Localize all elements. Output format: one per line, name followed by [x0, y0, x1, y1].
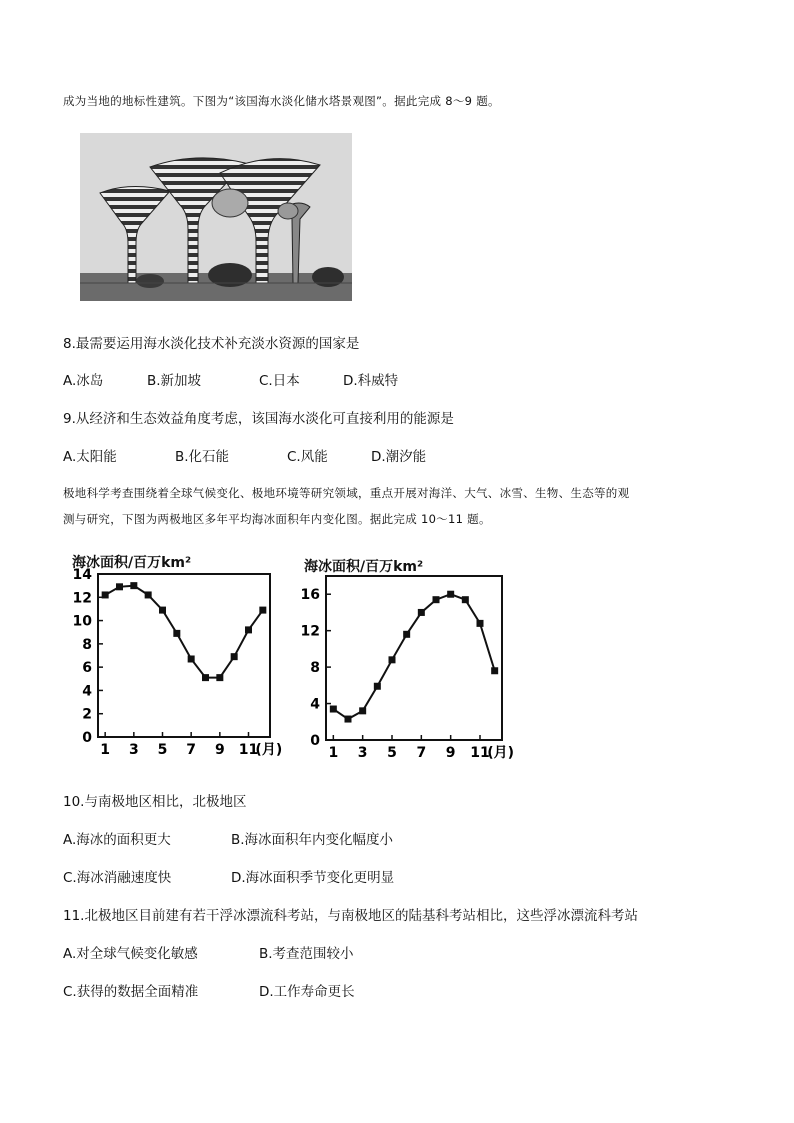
q11-option-c: C.获得的数据全面精准: [63, 984, 199, 1000]
chart1-xtick-label: 11: [238, 742, 259, 758]
q9-option-d: D.潮汐能: [371, 449, 427, 465]
chart1-xtick-label: 5: [157, 742, 168, 758]
question-9-stem: 9.从经济和生态效益角度考虑，该国海水淡化可直接利用的能源是: [63, 411, 454, 427]
chart2-ytick-label: 8: [310, 660, 320, 677]
chart1-ytick-label: 14: [72, 568, 92, 583]
chart1-xtick-label: 9: [214, 742, 225, 758]
q8-option-b: B.新加坡: [147, 373, 202, 389]
chart1-ytick-label: 4: [82, 683, 92, 700]
intro-line: 成为当地的地标性建筑。下图为“该国海水淡化储水塔景观图”。据此完成 8～9 题。: [63, 94, 500, 108]
chart2-data-point: [418, 609, 425, 616]
chart1-data-point: [116, 583, 123, 590]
q10-option-d: D.海冰面积季节变化更明显: [231, 870, 395, 886]
chart2-xtick-label: 7: [416, 745, 427, 761]
chart2-series-line: [333, 594, 494, 719]
chart2-ylabel: 海冰面积/百万km²: [304, 559, 424, 575]
chart1-data-point: [245, 626, 252, 633]
chart1-ytick-label: 12: [72, 590, 92, 607]
chart2-data-point: [491, 667, 498, 674]
chart2-xtick-label: 5: [387, 745, 397, 761]
chart2-data-point: [389, 656, 396, 663]
chart1-data-point: [173, 630, 180, 637]
q9-option-c: C.风能: [287, 449, 328, 465]
chart2-xunit-label: (月): [487, 745, 515, 761]
arctic-sea-ice-chart: [64, 568, 284, 763]
chart2-data-point: [462, 596, 469, 603]
chart1-data-point: [202, 674, 209, 681]
chart1-ytick-label: 10: [72, 613, 92, 630]
chart2-data-point: [447, 591, 454, 598]
chart2-ytick-label: 4: [310, 696, 320, 713]
chart1-plot-frame: [98, 574, 270, 737]
chart1-data-point: [216, 674, 223, 681]
chart2-ytick-label: 16: [300, 587, 320, 604]
chart2-xtick-label: 3: [357, 745, 368, 761]
q10-option-b: B.海冰面积年内变化幅度小: [231, 832, 394, 848]
passage-line-2: 测与研究，下图为两极地区多年平均海冰面积年内变化图。据此完成 10～11 题。: [63, 512, 491, 526]
chart2-ytick-label: 12: [300, 623, 320, 640]
chart1-data-point: [188, 655, 195, 662]
chart1-series-line: [105, 586, 263, 678]
chart2-data-point: [359, 707, 366, 714]
chart1-data-point: [145, 591, 152, 598]
passage-line-1: 极地科学考查围绕着全球气候变化、极地环境等研究领域，重点开展对海洋、大气、冰雪、生物、生态等的观: [63, 486, 630, 500]
chart2-plot-frame: [326, 576, 502, 740]
chart1-data-point: [102, 591, 109, 598]
q9-option-a: A.太阳能: [63, 449, 117, 465]
chart2-data-point: [477, 620, 484, 627]
chart2-data-point: [345, 716, 352, 723]
q8-option-d: D.科威特: [343, 373, 399, 389]
chart1-data-point: [159, 607, 166, 614]
chart2-ytick-label: 0: [310, 733, 320, 749]
chart1-data-point: [259, 607, 266, 614]
q11-option-a: A.对全球气候变化敏感: [63, 946, 198, 962]
q10-option-a: A.海冰的面积更大: [63, 832, 171, 848]
chart1-data-point: [231, 653, 238, 660]
chart1-ytick-label: 8: [82, 636, 92, 653]
water-tower-photo: [80, 133, 352, 301]
chart1-xunit-label: (月): [255, 742, 283, 758]
chart1-xtick-label: 3: [128, 742, 139, 758]
chart1-ylabel: 海冰面积/百万km²: [72, 555, 192, 571]
chart2-data-point: [330, 706, 337, 713]
chart1-ytick-label: 0: [82, 730, 92, 746]
q10-option-c: C.海冰消融速度快: [63, 870, 172, 886]
q11-option-d: D.工作寿命更长: [259, 984, 355, 1000]
chart2-xtick-label: 9: [445, 745, 456, 761]
chart1-xtick-label: 7: [186, 742, 197, 758]
chart1-ytick-label: 2: [82, 706, 92, 723]
chart1-ytick-label: 6: [82, 660, 92, 677]
chart2-xtick-label: 11: [470, 745, 490, 761]
q9-option-b: B.化石能: [175, 449, 230, 465]
q8-option-a: A.冰岛: [63, 373, 104, 389]
chart1-data-point: [130, 582, 137, 589]
antarctic-sea-ice-chart: [296, 568, 526, 763]
question-11-stem: 11.北极地区目前建有若干浮冰漂流科考站，与南极地区的陆基科考站相比，这些浮冰漂流科考站: [63, 908, 638, 924]
q8-option-c: C.日本: [259, 373, 300, 389]
chart2-data-point: [403, 631, 410, 638]
chart2-data-point: [374, 683, 381, 690]
question-10-stem: 10.与南极地区相比，北极地区: [63, 794, 247, 810]
q11-option-b: B.考查范围较小: [259, 946, 354, 962]
chart1-xtick-label: 1: [100, 742, 111, 758]
question-8-stem: 8.最需要运用海水淡化技术补充淡水资源的国家是: [63, 336, 360, 352]
chart2-xtick-label: 1: [328, 745, 339, 761]
chart2-data-point: [433, 596, 440, 603]
